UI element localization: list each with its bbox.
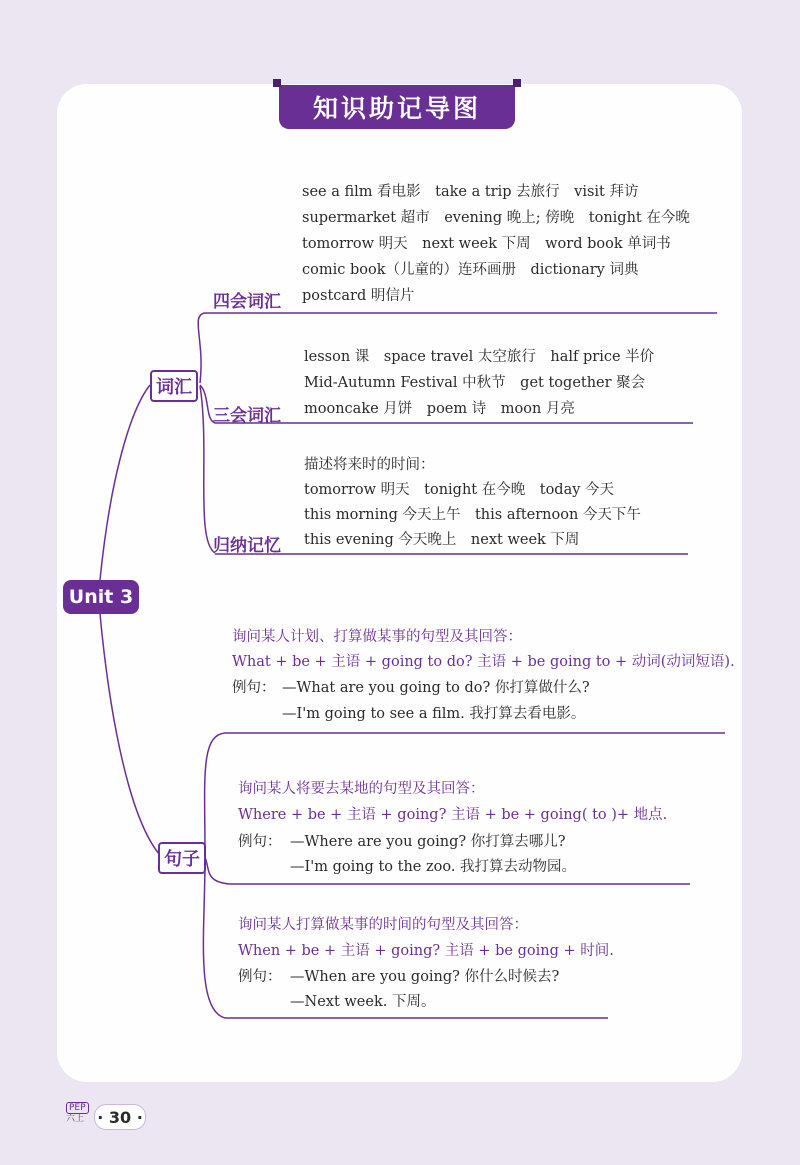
example-answer: —I'm going to the zoo. 我打算去动物园。 (290, 859, 577, 875)
example-label: 例句： (238, 834, 282, 850)
unit-label: Unit 3 (63, 580, 139, 614)
three-skill-line: mooncake 月饼 poem 诗 moon 月亮 (304, 401, 575, 417)
summary-line: 描述将来时的时间： (304, 457, 435, 473)
example-answer: —Next week. 下周。 (290, 994, 436, 1010)
grade-label: 六上 (66, 1114, 85, 1124)
four-skill-line: see a film 看电影 take a trip 去旅行 visit 拜访 (302, 184, 639, 200)
example-label: 例句： (238, 969, 282, 985)
sentence-pattern: Where + be + 主语 + going? 主语 + be + going( to )+ 地点. (238, 807, 668, 823)
edition-mark (66, 1103, 89, 1125)
edition-label: PEP (66, 1102, 89, 1114)
sentence-heading: 询问某人打算做某事的时间的句型及其回答： (238, 917, 528, 933)
branch-vocab: 词汇 (150, 370, 198, 402)
three-skill-line: Mid-Autumn Festival 中秋节 get together 聚会 (304, 375, 646, 391)
four-skill-line: comic book（儿童的）连环画册 dictionary 词典 (302, 262, 639, 278)
example-question: —What are you going to do? 你打算做什么? (282, 680, 590, 696)
tag-four-skill: 四会词汇 (213, 292, 281, 312)
example-question: —Where are you going? 你打算去哪儿? (290, 834, 566, 850)
four-skill-line: supermarket 超市 evening 晚上; 傍晚 tonight 在今晚 (302, 210, 690, 226)
summary-line: tomorrow 明天 tonight 在今晚 today 今天 (304, 482, 615, 498)
tag-summary: 归纳记忆 (213, 536, 281, 556)
summary-line: this evening 今天晚上 next week 下周 (304, 532, 580, 548)
example-question: —When are you going? 你什么时候去? (290, 969, 560, 985)
three-skill-line: lesson 课 space travel 太空旅行 half price 半价 (304, 349, 655, 365)
four-skill-line: postcard 明信片 (302, 288, 415, 304)
branch-sentences: 句子 (158, 842, 206, 874)
four-skill-line: tomorrow 明天 next week 下周 word book 单词书 (302, 236, 671, 252)
page-number: · 30 · (94, 1104, 146, 1130)
summary-line: this morning 今天上午 this afternoon 今天下午 (304, 507, 641, 523)
sentence-pattern: When + be + 主语 + going? 主语 + be going + 时间. (238, 943, 614, 959)
sentence-pattern: What + be + 主语 + going to do? 主语 + be going to + 动词(动词短语). (232, 654, 735, 670)
sentence-heading: 询问某人计划、打算做某事的句型及其回答： (232, 629, 522, 645)
tag-three-skill: 三会词汇 (213, 406, 281, 426)
page-title: 知识助记导图 (279, 85, 515, 129)
sentence-heading: 询问某人将要去某地的句型及其回答： (238, 781, 485, 797)
example-answer: —I'm going to see a film. 我打算去看电影。 (282, 706, 586, 722)
example-label: 例句： (232, 680, 276, 696)
